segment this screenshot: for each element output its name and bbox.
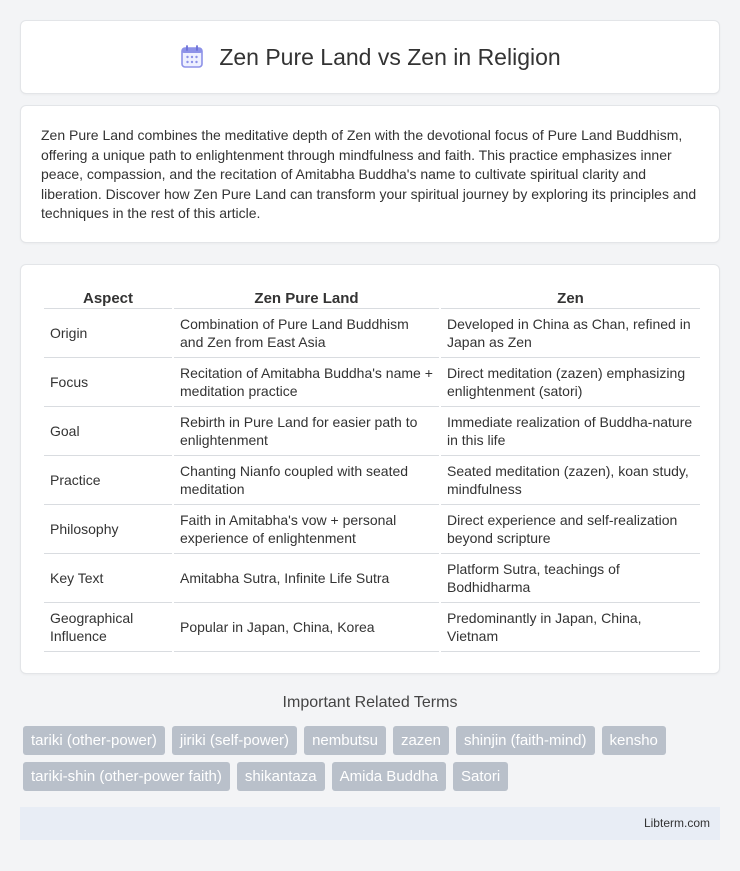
related-term-tag[interactable]: tariki-shin (other-power faith) xyxy=(23,762,230,791)
cell-zen: Developed in China as Chan, refined in Japan as Zen xyxy=(441,309,700,358)
cell-zen-pure-land: Rebirth in Pure Land for easier path to enlightenment xyxy=(174,407,439,456)
cell-zen: Seated meditation (zazen), koan study, mindfulness xyxy=(441,456,700,505)
calendar-icon xyxy=(179,44,205,70)
table-row xyxy=(44,505,700,554)
table-row xyxy=(44,358,700,407)
related-terms-title: Important Related Terms xyxy=(282,694,458,711)
intro-card xyxy=(20,105,720,243)
cell-zen: Predominantly in Japan, China, Vietnam xyxy=(441,603,700,652)
cell-zen: Direct experience and self-realization beyond scripture xyxy=(441,505,700,554)
cell-zen: Direct meditation (zazen) emphasizing enlightenment (satori) xyxy=(441,358,700,407)
related-term-tag[interactable]: shinjin (faith-mind) xyxy=(456,726,595,755)
cell-zen-pure-land: Combination of Pure Land Buddhism and Zen from East Asia xyxy=(174,309,439,358)
table-row xyxy=(44,407,700,456)
related-term-tag[interactable]: zazen xyxy=(393,726,449,755)
related-term-tag[interactable]: shikantaza xyxy=(237,762,325,791)
cell-aspect: Origin xyxy=(44,309,172,358)
table-row xyxy=(44,456,700,505)
cell-zen-pure-land: Chanting Nianfo coupled with seated meditation xyxy=(174,456,439,505)
related-term-tag[interactable]: Amida Buddha xyxy=(332,762,446,791)
header-zen: Zen xyxy=(441,285,700,309)
cell-zen-pure-land: Recitation of Amitabha Buddha's name + meditation practice xyxy=(174,358,439,407)
table-row xyxy=(44,309,700,358)
header-aspect: Aspect xyxy=(44,285,172,309)
related-term-tag[interactable]: kensho xyxy=(602,726,666,755)
related-term-tag[interactable]: nembutsu xyxy=(304,726,386,755)
cell-aspect: Philosophy xyxy=(44,505,172,554)
related-term-tag[interactable]: tariki (other-power) xyxy=(23,726,165,755)
cell-zen-pure-land: Amitabha Sutra, Infinite Life Sutra xyxy=(174,554,439,603)
cell-zen-pure-land: Popular in Japan, China, Korea xyxy=(174,603,439,652)
comparison-table xyxy=(42,285,702,652)
footer-site-link[interactable]: Libterm.com xyxy=(643,816,710,830)
table-row xyxy=(44,603,700,652)
page-title: Zen Pure Land vs Zen in Religion xyxy=(219,43,561,70)
table-row xyxy=(44,554,700,603)
cell-aspect: Key Text xyxy=(44,554,172,603)
cell-zen-pure-land: Faith in Amitabha's vow + personal experience of enlightenment xyxy=(174,505,439,554)
footer xyxy=(20,807,720,840)
title-card xyxy=(20,20,720,94)
cell-aspect: Focus xyxy=(44,358,172,407)
cell-aspect: Practice xyxy=(44,456,172,505)
table-header-row xyxy=(44,285,700,309)
comparison-card xyxy=(20,264,720,674)
cell-zen: Immediate realization of Buddha-nature in this life xyxy=(441,407,700,456)
related-term-tag[interactable]: jiriki (self-power) xyxy=(172,726,297,755)
header-zen-pure-land: Zen Pure Land xyxy=(174,285,439,309)
cell-zen: Platform Sutra, teachings of Bodhidharma xyxy=(441,554,700,603)
cell-aspect: Goal xyxy=(44,407,172,456)
cell-aspect: Geographical Influence xyxy=(44,603,172,652)
related-terms-list xyxy=(23,726,723,791)
intro-text: Zen Pure Land combines the meditative depth of Zen with the devotional focus of Pure Land Buddhism, offering a unique path to enlightenment through mindfulness and faith. This practice emphasizes inner peace, compassion, and the recitation of Amitabha Buddha's name to cultivate spiritual clarity and liberation. Discover how Zen Pure Land can transform your spiritual journey by exploring its principles and techniques in the rest of this article. xyxy=(41,127,697,221)
related-term-tag[interactable]: Satori xyxy=(453,762,508,791)
